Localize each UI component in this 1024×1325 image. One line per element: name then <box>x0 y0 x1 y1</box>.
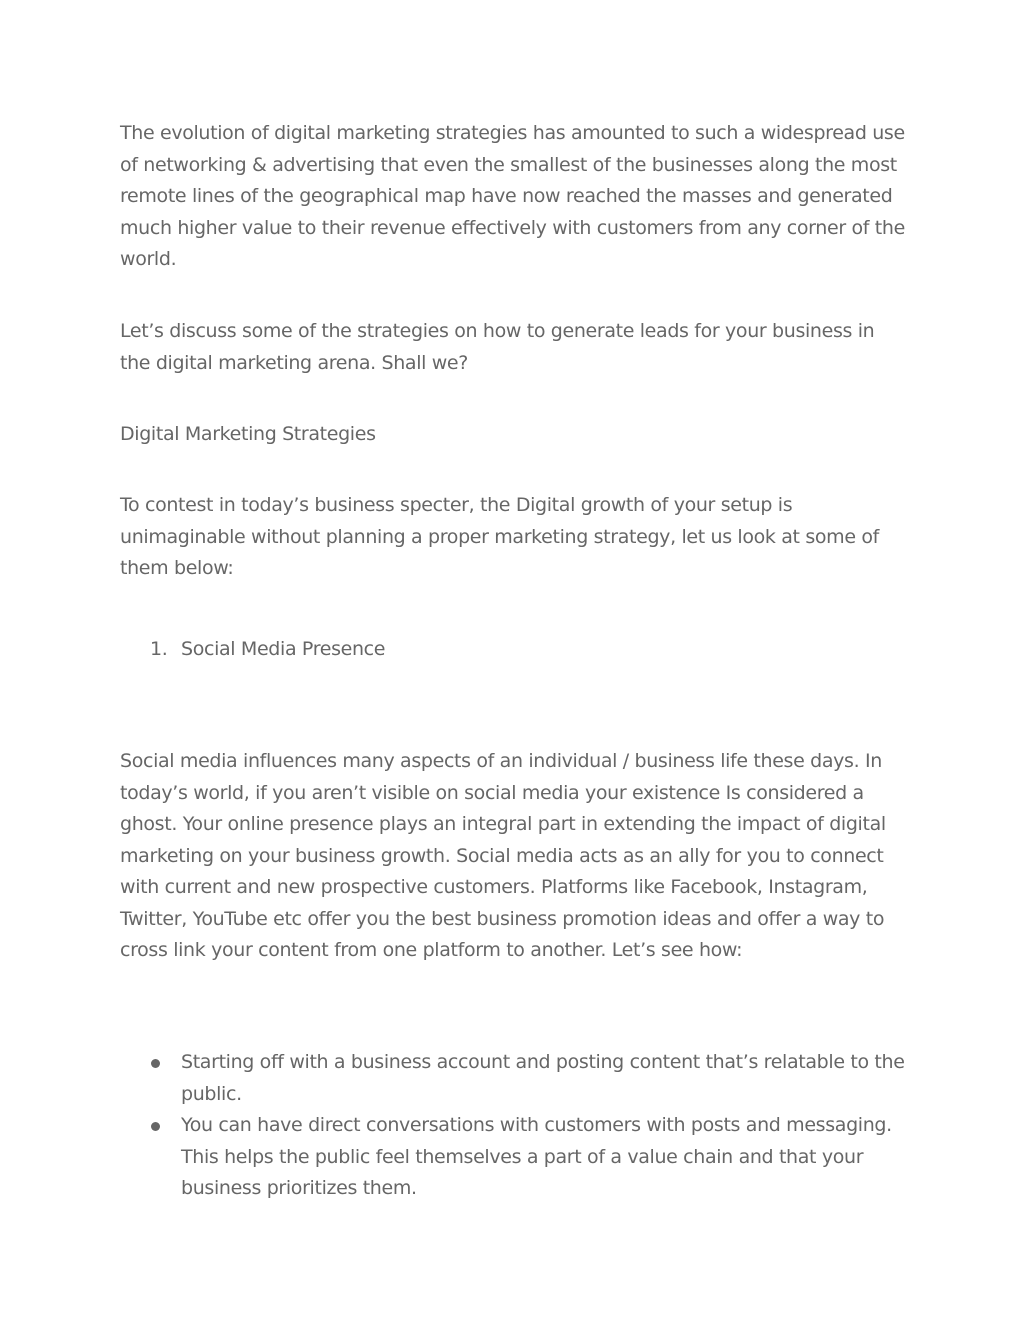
list-item-text: Starting off with a business account and posting content that’s relatable to the public. <box>181 1051 905 1105</box>
discuss-paragraph: Let’s discuss some of the strategies on how to generate leads for your business in the digital marketing arena. Shall we? <box>120 320 875 374</box>
list-number: 1. <box>150 638 168 660</box>
list-item-text: You can have direct conversations with customers with posts and messaging. This helps the public feel themselves a part of a value chain and that your business prioritizes them. <box>181 1114 892 1199</box>
bullet-icon <box>151 1122 160 1131</box>
bullet-list-item <box>120 1047 910 1110</box>
numbered-list-item <box>120 634 910 666</box>
bullet-list <box>120 1047 910 1205</box>
list-item-text: Social Media Presence <box>181 638 386 660</box>
numbered-list <box>120 634 910 666</box>
bullet-icon <box>151 1059 160 1068</box>
section-heading: Digital Marketing Strategies <box>120 423 376 445</box>
intro-paragraph: The evolution of digital marketing strategies has amounted to such a widespread use of networking & advertising that even the smallest of the businesses along the most remote lines of the geographical map have now reached the masses and generated much higher value to their revenue effectively with customers from any corner of the world. <box>120 122 905 270</box>
social-media-paragraph: Social media influences many aspects of an individual / business life these days. In today’s world, if you aren’t visible on social media your existence Is considered a ghost. Your online presence plays an integral part in extending the impact of digital marketing on your business growth. Social media acts as an ally for you to connect with current and new prospective customers. Platforms like Facebook, Instagram, Twitter, YouTube etc offer you the best business promotion ideas and offer a way to cross link your content from one platform to another. Let’s see how: <box>120 750 886 961</box>
contest-paragraph: To contest in today’s business specter, the Digital growth of your setup is unimaginable without planning a proper marketing strategy, let us look at some of them below: <box>120 494 879 579</box>
bullet-list-item <box>120 1110 910 1205</box>
